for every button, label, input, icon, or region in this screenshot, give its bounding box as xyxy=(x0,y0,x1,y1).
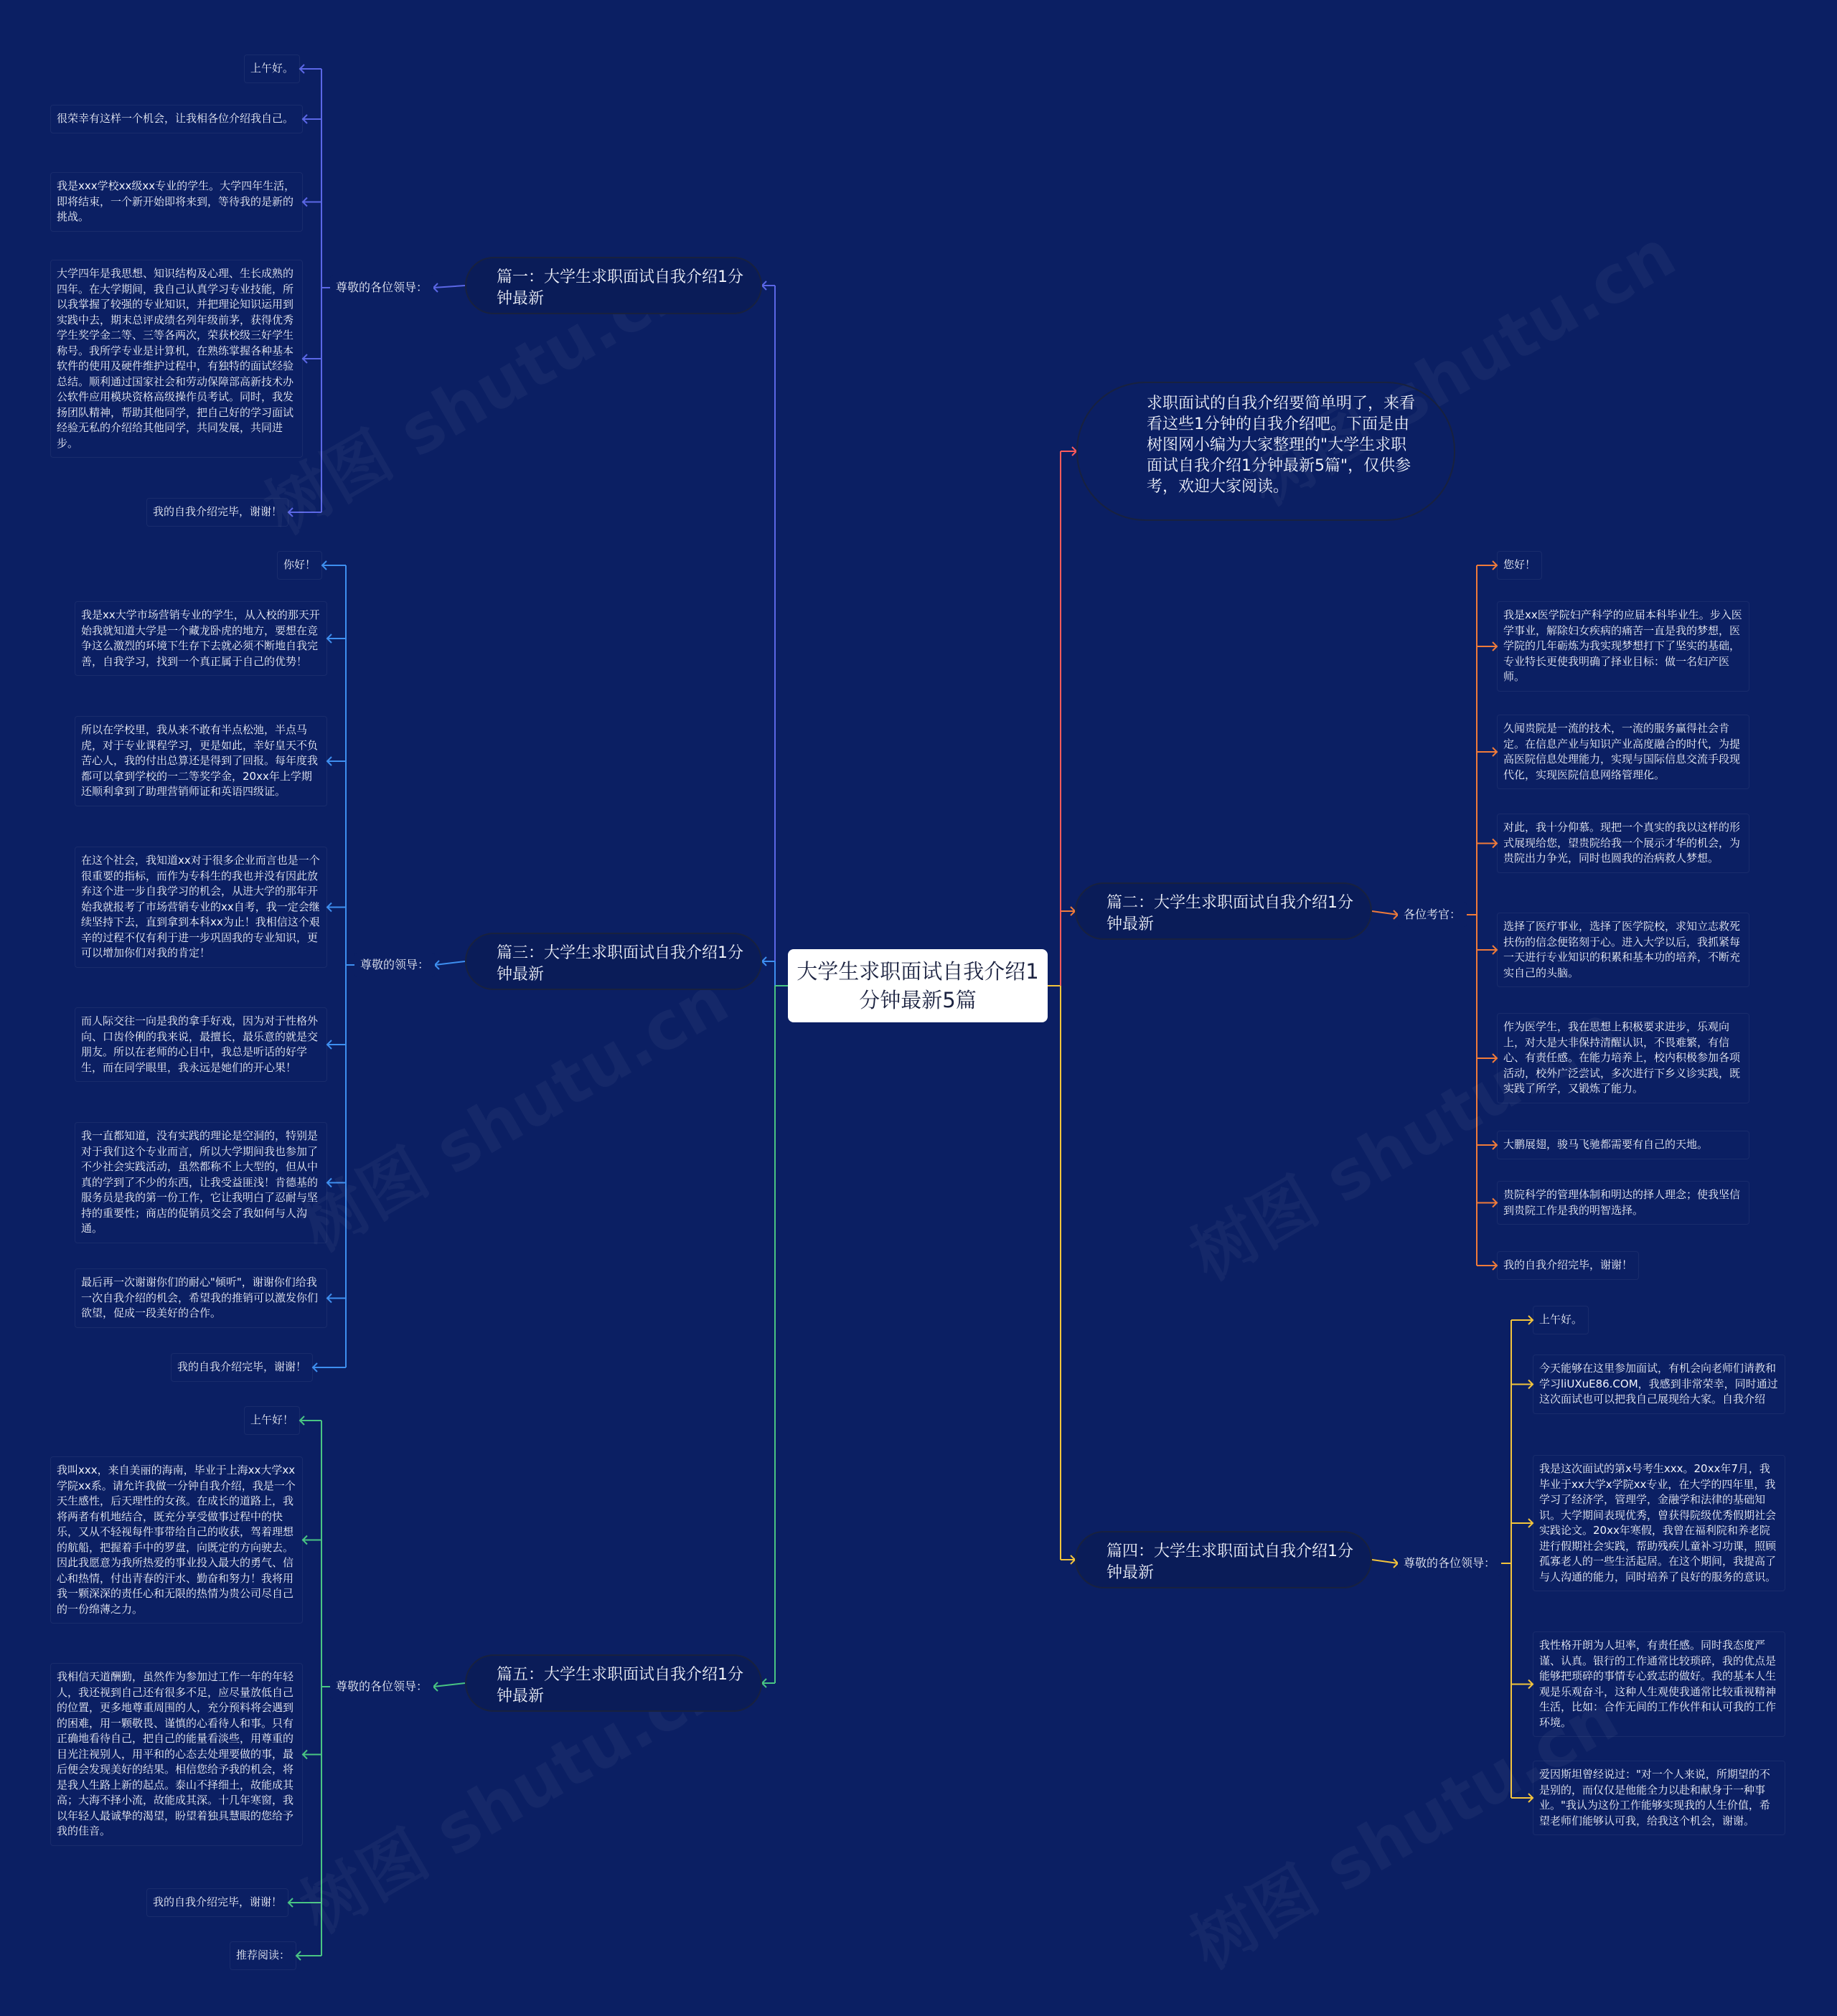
branch-p4-label[interactable]: 尊敬的各位领导： xyxy=(1398,1551,1501,1575)
branch-p3-label[interactable]: 尊敬的领导： xyxy=(354,953,435,977)
p2-item-8[interactable]: 贵院科学的管理体制和明达的择人理念；使我坚信到贵院工作是我的明智选择。 xyxy=(1497,1181,1749,1225)
p3-item-3[interactable]: 所以在学校里，我从来不敢有半点松弛，半点马虎，对于专业课程学习，更是如此，幸好皇天不负苦心人，我的付出总算还是得到了回报。每年度我都可以拿到学校的一二等奖学金，20xx年上学期还顺利拿到了助理营销师证和英语四级证。 xyxy=(75,716,327,806)
p4-item-3[interactable]: 我是这次面试的第x号考生xxx。20xx年7月，我毕业于xx大学x学院xx专业，在大学的四年里，我学习了经济学，管理学，金融学和法律的基础知识。大学期间表现优秀，曾获得院级优秀假期社会实践论文。20xx年寒假，我曾在福利院和养老院进行假期社会实践，帮助残疾儿童补习功课，照顾孤寡老人的一些生活起居。在这个期间，我提高了与人沟通的能力，同时培养了良好的服务的意识。 xyxy=(1533,1455,1785,1591)
branch-p1-label[interactable]: 尊敬的各位领导： xyxy=(330,275,433,300)
p3-item-1[interactable]: 你好！ xyxy=(277,551,322,580)
p4-item-5[interactable]: 爱因斯坦曾经说过："对一个人来说，所期望的不是别的，而仅仅是他能全力以赴和献身于一种事业。"我认为这份工作能够实现我的人生价值，希望老师们能够认可我，给我这个机会，谢谢。 xyxy=(1533,1761,1785,1835)
intro-node[interactable]: 求职面试的自我介绍要简单明了，来看看这些1分钟的自我介绍吧。下面是由树图网小编为大家整理的"大学生求职面试自我介绍1分钟最新5篇"，仅供参考，欢迎大家阅读。 xyxy=(1076,382,1455,521)
p5-item-3[interactable]: 我相信天道酬勤，虽然作为参加过工作一年的年轻人，我还视到自己还有很多不足，应尽量放低自己的位置，更多地尊重周围的人，充分预料将会遇到的困难，用一颗敬畏、谨慎的心看待人和事。只有正确地看待自己，把自己的能量看淡些，用尊重的目光注视别人，用平和的心态去处理要做的事，最后便会发现美好的结果。相信您给予我的机会，将是我人生路上新的起点。泰山不择细土，故能成其高；大海不择小流，故能成其深。十几年寒窗，我以年轻人最诚挚的渴望，盼望着独具慧眼的您给予我的佳音。 xyxy=(50,1663,303,1846)
p1-item-2[interactable]: 很荣幸有这样一个机会，让我相各位介绍我自己。 xyxy=(50,105,303,133)
p2-item-2[interactable]: 我是xx医学院妇产科学的应届本科毕业生。步入医学事业，解除妇女疾病的痛苦一直是我的梦想，医学院的几年砺炼为我实现梦想打下了坚实的基础，专业特长更使我明确了择业目标：做一名妇产医师。 xyxy=(1497,601,1749,692)
p1-item-5[interactable]: 我的自我介绍完毕，谢谢！ xyxy=(146,498,288,527)
connector-line xyxy=(433,286,465,288)
branch-p4-title[interactable]: 篇四：大学生求职面试自我介绍1分钟最新 xyxy=(1075,1531,1372,1588)
p2-item-1[interactable]: 您好！ xyxy=(1497,551,1542,580)
connector-line xyxy=(435,961,465,965)
connector-line xyxy=(433,1683,465,1687)
p3-item-2[interactable]: 我是xx大学市场营销专业的学生，从入校的那天开始我就知道大学是一个藏龙卧虎的地方，要想在竞争这么激烈的环境下生存下去就必须不断地自我完善，自我学习，找到一个真正属于自己的优势！ xyxy=(75,601,327,676)
p3-item-6[interactable]: 我一直都知道，没有实践的理论是空洞的，特别是对于我们这个专业而言，所以大学期间我也参加了不少社会实践活动，虽然都称不上大型的，但从中真的学到了不少的东西，让我受益匪浅！肯德基的服务员是我的第一份工作，它让我明白了忍耐与坚持的重要性；商店的促销员交会了我如何与人沟通。 xyxy=(75,1122,327,1243)
branch-p2-label[interactable]: 各位考官： xyxy=(1398,903,1467,927)
p5-item-5[interactable]: 推荐阅读： xyxy=(230,1941,296,1970)
p2-item-4[interactable]: 对此，我十分仰慕。现把一个真实的我以这样的形式展现给您，望贵院给我一个展示才华的机会，为贵院出力争光，同时也圆我的治病救人梦想。 xyxy=(1497,814,1749,873)
p4-item-1[interactable]: 上午好。 xyxy=(1533,1306,1589,1334)
p1-item-3[interactable]: 我是xxx学校xx级xx专业的学生。大学四年生活，即将结束，一个新开始即将来到，等待我的是新的挑战。 xyxy=(50,172,303,232)
p2-item-6[interactable]: 作为医学生，我在思想上积极要求进步，乐观向上，对大是大非保持清醒认识，不畏难繁，有信心、有责任感。在能力培养上，校内积极参加各项活动，校外广泛尝试，多次进行下乡义诊实践，既实践了所学，又锻炼了能力。 xyxy=(1497,1013,1749,1103)
p5-item-1[interactable]: 上午好！ xyxy=(244,1406,300,1435)
p3-item-4[interactable]: 在这个社会，我知道xx对于很多企业而言也是一个很重要的指标，而作为专科生的我也并没有因此放弃这个进一步自我学习的机会，从进大学的那年开始我就报考了市场营销专业的xx自考，我一定会继续坚持下去，直到拿到本科xx为止！我相信这个艰辛的过程不仅有利于进一步巩固我的专业知识，更可以增加你们对我的肯定！ xyxy=(75,847,327,968)
p3-item-7[interactable]: 最后再一次谢谢你们的耐心"倾听"，谢谢你们给我一次自我介绍的机会，希望我的推销可以激发你们欲望，促成一段美好的合作。 xyxy=(75,1268,327,1328)
branch-p3-title[interactable]: 篇三：大学生求职面试自我介绍1分钟最新 xyxy=(465,933,762,990)
p4-item-2[interactable]: 今天能够在这里参加面试，有机会向老师们请教和学习liUXuE86.COM，我感到非常荣幸，同时通过这次面试也可以把我自己展现给大家。自我介绍 xyxy=(1533,1355,1785,1414)
p1-item-4[interactable]: 大学四年是我思想、知识结构及心理、生长成熟的四年。在大学期间，我自己认真学习专业技能，所以我掌握了较强的专业知识，并把理论知识运用到实践中去，期末总评成绩名列年级前茅，获得优秀学生奖学金二等、三等各两次，荣获校级三好学生称号。我所学专业是计算机，在熟练掌握各种基本软件的使用及硬件维护过程中，有独特的面试经验总结。顺利通过国家社会和劳动保障部高新技术办公软件应用模块资格高级操作员考试。同时，我发扬团队精神，帮助其他同学，把自己好的学习面试经验无私的介绍给其他同学，共同发展，共同进步。 xyxy=(50,260,303,458)
p2-item-7[interactable]: 大鹏展翅，骏马飞驰都需要有自己的天地。 xyxy=(1497,1131,1749,1159)
p2-item-5[interactable]: 选择了医疗事业，选择了医学院校，求知立志救死扶伤的信念便铭刻于心。进入大学以后，我抓紧每一天进行专业知识的积累和基本功的培养，不断充实自己的头脑。 xyxy=(1497,913,1749,987)
center-topic[interactable]: 大学生求职面试自我介绍1分钟最新5篇 xyxy=(788,949,1048,1022)
p1-item-1[interactable]: 上午好。 xyxy=(244,55,300,83)
p2-item-9[interactable]: 我的自我介绍完毕，谢谢！ xyxy=(1497,1251,1639,1280)
branch-p5-label[interactable]: 尊敬的各位领导： xyxy=(330,1674,433,1699)
branch-p2-title[interactable]: 篇二：大学生求职面试自我介绍1分钟最新 xyxy=(1075,882,1372,940)
p3-item-5[interactable]: 而人际交往一向是我的拿手好戏，因为对于性格外向、口齿伶俐的我来说，最擅长，最乐意的就是交朋友。所以在老师的心目中，我总是听话的好学生，而在同学眼里，我永远是她们的开心果！ xyxy=(75,1007,327,1082)
p4-item-4[interactable]: 我性格开朗为人坦率，有责任感。同时我态度严谨、认真。银行的工作通常比较琐碎，我的优点是能够把琐碎的事情专心致志的做好。我的基本人生观是乐观奋斗，这种人生观使我通常比较重视精神生活，比如：合作无间的工作伙伴和认可我的工作环境。 xyxy=(1533,1631,1785,1737)
p5-item-4[interactable]: 我的自我介绍完毕，谢谢！ xyxy=(146,1888,288,1917)
p3-item-8[interactable]: 我的自我介绍完毕，谢谢！ xyxy=(171,1353,313,1382)
p5-item-2[interactable]: 我叫xxx，来自美丽的海南，毕业于上海xx大学xx学院xx系。请允许我做一分钟自我介绍，我是一个天生感性，后天理性的女孩。在成长的道路上，我将两者有机地结合，既充分享受做事过程中的快乐，又从不轻视每件事带给自己的收获，驾着理想的航船，把握着手中的罗盘，向既定的方向驶去。因此我愿意为我所热爱的事业投入最大的勇气、信心和热情，付出青春的汗水、勤奋和努力！我将用我一颗深深的责任心和无限的热情为贵公司尽自己的一份绵薄之力。 xyxy=(50,1456,303,1624)
branch-p5-title[interactable]: 篇五：大学生求职面试自我介绍1分钟最新 xyxy=(465,1654,762,1712)
branch-p1-title[interactable]: 篇一：大学生求职面试自我介绍1分钟最新 xyxy=(465,257,762,314)
p2-item-3[interactable]: 久闻贵院是一流的技术，一流的服务赢得社会肯定。在信息产业与知识产业高度融合的时代，为提高医院信息处理能力，实现与国际信息交流手段现代化，实现医院信息网络管理化。 xyxy=(1497,715,1749,789)
